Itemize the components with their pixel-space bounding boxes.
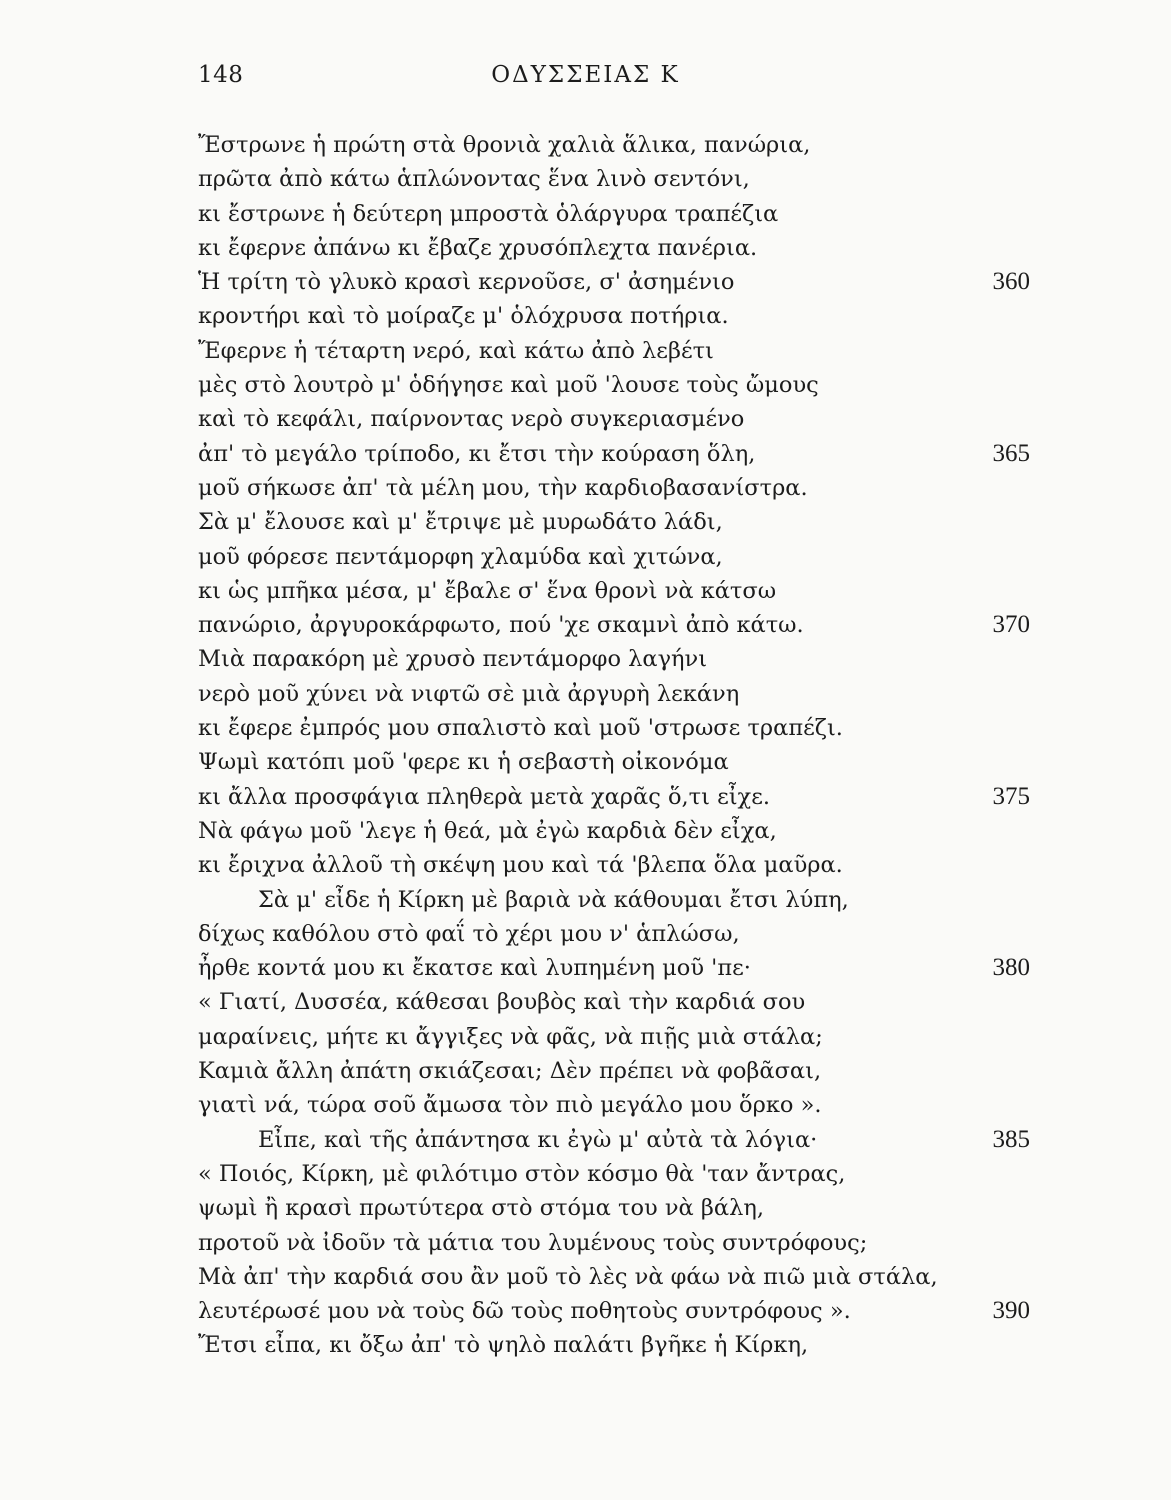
verse-text: λευτέρωσέ μου νὰ τοὺς δῶ τοὺς ποθητοὺς συντρόφους ». [198,1298,851,1325]
verse-line [198,505,1038,539]
verse-line [198,642,1038,676]
verse-line [198,1020,1038,1054]
verse-line [198,848,1038,882]
verse-text: μοῦ φόρεσε πεντάμορφη χλαμύδα καὶ χιτώνα, [198,543,723,570]
verse-line [198,1260,1038,1294]
verse-line [198,540,1038,574]
verse-line [198,231,1038,265]
verse-text: προτοῦ νὰ ἰδοῦν τὰ μάτια του λυμένους τοὺς συντρόφους; [198,1229,868,1256]
verse-text: πανώριο, ἀργυροκάρφωτο, πού 'χε σκαμνὶ ἀπὸ κάτω. [198,612,804,639]
verse-line [198,1294,1038,1328]
verse-text: Νὰ φάγω μοῦ 'λεγε ἡ θεά, μὰ ἐγὼ καρδιὰ δὲν εἶχα, [198,817,777,844]
verse-text: Ἔτσι εἶπα, κι ὄξω ἀπ' τὸ ψηλὸ παλάτι βγῆκε ἡ Κίρκη, [198,1332,809,1359]
verse-line [198,985,1038,1019]
verse-text: Σὰ μ' εἶδε ἡ Κίρκη μὲ βαριὰ νὰ κάθουμαι ἔτσι λύπη, [258,886,849,913]
verse-text: κι ὡς μπῆκα μέσα, μ' ἔβαλε σ' ἕνα θρονὶ νὰ κάτσω [198,577,777,604]
verse-line [198,814,1038,848]
page-number: 148 [198,62,244,88]
verse-text: « Ποιός, Κίρκη, μὲ φιλότιμο στὸν κόσμο θὰ 'ταν ἄντρας, [198,1160,846,1187]
verse-line [198,162,1038,196]
verse-text: Ἔφερνε ἡ τέταρτη νερό, καὶ κάτω ἀπὸ λεβέτι [198,337,714,364]
verse-line [198,1123,1038,1157]
verse-line [198,471,1038,505]
verse-line [198,1088,1038,1122]
verse-text: πρῶτα ἀπὸ κάτω ἁπλώνοντας ἕνα λινὸ σεντόνι, [198,166,750,193]
verse-text: Καμιὰ ἄλλη ἀπάτη σκιάζεσαι; Δὲν πρέπει νὰ φοβᾶσαι, [198,1058,822,1085]
verse-text: δίχως καθόλου στὸ φαΐ τὸ χέρι μου ν' ἁπλώσω, [198,920,740,947]
verse-text: γιατὶ νά, τώρα σοῦ ἄμωσα τὸν πιὸ μεγάλο μου ὅρκο ». [198,1092,822,1119]
verse-line [198,299,1038,333]
verse-text: μοῦ σήκωσε ἀπ' τὰ μέλη μου, τὴν καρδιοβασανίστρα. [198,474,808,501]
line-number: 370 [992,611,1030,639]
line-number: 375 [992,782,1030,810]
verse-text: μὲς στὸ λουτρὸ μ' ὁδήγησε καὶ μοῦ 'λουσε τοὺς ὤμους [198,372,819,399]
verse-line [198,1054,1038,1088]
verse-text: Μὰ ἀπ' τὴν καρδιά σου ἂν μοῦ τὸ λὲς νὰ φάω νὰ πιῶ μιὰ στάλα, [198,1263,938,1290]
verse-line [198,780,1038,814]
verse-text: Σὰ μ' ἔλουσε καὶ μ' ἔτριψε μὲ μυρωδάτο λάδι, [198,509,723,536]
line-number: 360 [992,268,1030,296]
verse-line [198,265,1038,299]
verse-line [198,711,1038,745]
verse-text: κροντήρι καὶ τὸ μοίραζε μ' ὁλόχρυσα ποτήρια. [198,303,729,330]
verse-line [198,1191,1038,1225]
verse-line [198,334,1038,368]
page-header [0,62,1171,102]
verse-line [198,368,1038,402]
verse-block [198,128,1038,1363]
verse-text: κι ἄλλα προσφάγια πληθερὰ μετὰ χαρᾶς ὅ,τι εἶχε. [198,783,771,810]
verse-line [198,917,1038,951]
line-number: 385 [992,1125,1030,1153]
verse-text: κι ἔστρωνε ἡ δεύτερη μπροστὰ ὁλάργυρα τραπέζια [198,200,779,227]
verse-text: κι ἔφερε ἐμπρός μου σπαλιστὸ καὶ μοῦ 'στρωσε τραπέζι. [198,715,843,742]
line-number: 365 [992,439,1030,467]
verse-text: καὶ τὸ κεφάλι, παίρνοντας νερὸ συγκεριασμένο [198,406,745,433]
verse-line [198,128,1038,162]
verse-text: « Γιατί, Δυσσέα, κάθεσαι βουβὸς καὶ τὴν καρδιά σου [198,989,806,1016]
verse-text: ἦρθε κοντά μου κι ἔκατσε καὶ λυπημένη μοῦ 'πε· [198,955,751,982]
verse-line [198,883,1038,917]
verse-line [198,437,1038,471]
verse-text: Ψωμὶ κατόπι μοῦ 'φερε κι ἡ σεβαστὴ οἰκονόμα [198,749,729,776]
verse-text: ψωμὶ ἢ κρασὶ πρωτύτερα στὸ στόμα του νὰ βάλη, [198,1195,764,1222]
running-title: ΟΔΥΣΣΕΙΑΣ Κ [491,62,680,88]
verse-text: μαραίνεις, μήτε κι ἄγγιξες νὰ φᾶς, νὰ πιῇς μιὰ στάλα; [198,1023,823,1050]
verse-line [198,951,1038,985]
verse-text: Ἡ τρίτη τὸ γλυκὸ κρασὶ κερνοῦσε, σ' ἀσημένιο [198,269,735,296]
verse-line [198,402,1038,436]
line-number: 390 [992,1297,1030,1325]
verse-text: κι ἔριχνα ἀλλοῦ τὴ σκέψη μου καὶ τά 'βλεπα ὅλα μαῦρα. [198,852,843,879]
verse-line [198,745,1038,779]
verse-line [198,1226,1038,1260]
verse-text: Ἔστρωνε ἡ πρώτη στὰ θρονιὰ χαλιὰ ἅλικα, πανώρια, [198,132,811,158]
verse-text: ἀπ' τὸ μεγάλο τρίποδο, κι ἔτσι τὴν κούραση ὅλη, [198,440,756,467]
verse-line [198,574,1038,608]
verse-text: Εἶπε, καὶ τῆς ἀπάντησα κι ἐγὼ μ' αὐτὰ τὰ λόγια· [258,1126,818,1153]
line-number: 380 [992,954,1030,982]
verse-line [198,677,1038,711]
verse-line [198,608,1038,642]
verse-line [198,197,1038,231]
verse-text: Μιὰ παρακόρη μὲ χρυσὸ πεντάμορφο λαγήνι [198,646,708,673]
verse-line [198,1157,1038,1191]
verse-line [198,1328,1038,1362]
verse-text: κι ἔφερνε ἀπάνω κι ἔβαζε χρυσόπλεχτα πανέρια. [198,234,758,261]
verse-text: νερὸ μοῦ χύνει νὰ νιφτῶ σὲ μιὰ ἀργυρὴ λεκάνη [198,680,740,707]
